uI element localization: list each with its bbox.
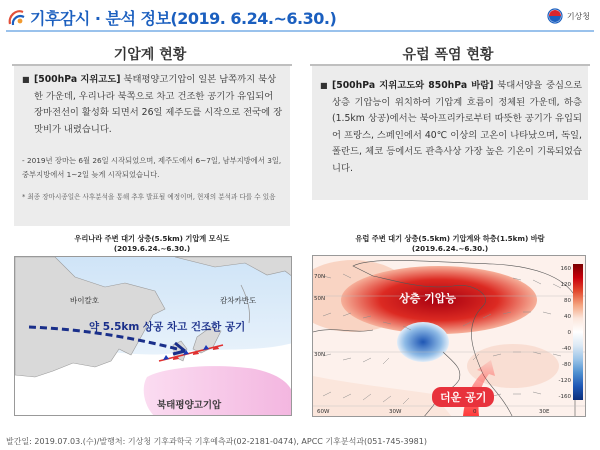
publication-footer: 발간일: 2019.07.03.(수)/발행처: 기상청 기후과학국 기후예측과(02-2181-0474), APCC 기후분석과(051-745-3981) xyxy=(6,437,427,446)
europe-heatwave-map xyxy=(312,255,586,417)
colorbar-label: -40 xyxy=(562,346,571,352)
left-lead-bold: [500hPa 지위고도] xyxy=(34,74,121,85)
korea-schematic-map xyxy=(14,256,292,416)
right-summary-box xyxy=(312,66,588,200)
colorbar xyxy=(573,264,583,400)
right-heading: 유럽 폭염 현황 xyxy=(402,47,494,63)
lat-label: 30N xyxy=(314,352,326,358)
lat-label: 50N xyxy=(314,296,326,302)
left-summary-box xyxy=(14,66,290,226)
trough-region xyxy=(397,322,449,362)
colorbar-label: 120 xyxy=(560,282,571,288)
left-lead-text: 북태평양고기압이 일본 남쪽까지 북상한 가운데, 우리나라 북쪽으로 차고 건조한 공기가 유입되어 장마전선이 활성화 되면서 26일 제주도를 시작으로 전국에 장맛비가 내렸습니다. xyxy=(34,74,283,135)
colorbar-label: 0 xyxy=(567,330,571,336)
left-lead-paragraph xyxy=(22,72,284,138)
right-caption-period: (2019.6.24.~6.30.) xyxy=(411,244,489,253)
page-title: 기후감시 · 분석 정보(2019. 6.24.~6.30.) xyxy=(30,9,337,28)
left-sub-paragraph: - 2019년 장마는 6월 26일 시작되었으며, 제주도에서 6~7일, 남부지방에서 3일, 중부지방에서 1~2일 늦게 시작되었습니다. xyxy=(22,156,282,179)
agency-name: 기상청 xyxy=(566,11,590,21)
agency-logo xyxy=(547,8,590,24)
colorbar-label: -80 xyxy=(562,362,571,368)
kamchatka-label: 캄차카반도 xyxy=(220,296,257,305)
left-caption-title: 우리나라 주변 대기 상층(5.5km) 기압계 모식도 xyxy=(74,234,230,243)
colorbar-label: -120 xyxy=(558,378,571,384)
right-caption-title: 유럽 주변 대기 상층(5.5km) 기압계와 하층(1.5km) 바람 xyxy=(355,234,545,243)
bullet-icon: ■ xyxy=(22,75,30,84)
colorbar-label: 40 xyxy=(564,314,571,320)
upper-ridge-label: 상층 기압능 xyxy=(399,292,456,305)
right-lead-paragraph xyxy=(320,78,582,177)
lon-label: 60W xyxy=(317,409,330,415)
kma-emblem-icon xyxy=(547,8,563,24)
weather-swirl-icon xyxy=(6,6,28,28)
lon-label: 0 xyxy=(473,409,477,415)
left-note: * 최종 장마시종일은 사후분석을 통해 추후 발표될 예정이며, 현재의 분석과 다를 수 있음 xyxy=(22,193,276,201)
colorbar-label: 160 xyxy=(560,266,571,272)
colorbar-label: 80 xyxy=(564,298,571,304)
cold-air-label: 약 5.5km 상공 차고 건조한 공기 xyxy=(89,321,246,333)
baikal-label: 바이칼호 xyxy=(70,296,99,305)
left-heading: 기압계 현황 xyxy=(113,47,187,63)
title-underline xyxy=(6,30,594,32)
left-map-caption xyxy=(14,234,290,254)
header xyxy=(0,0,600,34)
colorbar-label: -160 xyxy=(558,394,571,400)
schematic-map-graphic xyxy=(15,257,292,416)
right-map-caption xyxy=(312,234,588,254)
left-caption-period: (2019.6.24.~6.30.) xyxy=(113,244,191,253)
bullet-icon: ■ xyxy=(320,81,328,90)
lat-label: 70N xyxy=(314,274,326,280)
right-lead-text: 북대서양을 중심으로 상층 기압능이 위치하여 기압계 흐름이 정체된 가운데, 하층(1.5km 상공)에서는 북아프리카로부터 따뜻한 공기가 유입되어 프랑스, 스페인에서 40℃ 이상의 고온이 나타났으며, 독일, 폴란드, 체코 등에서도 관측사상 가장 높은 기온이 기록되었습니다. xyxy=(332,80,582,174)
warm-air-label: 더운 공기 xyxy=(432,387,494,407)
pacific-high-label: 북태평양고기압 xyxy=(157,400,222,411)
right-lead-bold: [500hPa 지위고도와 850hPa 바람] xyxy=(332,80,494,91)
lon-label: 30W xyxy=(389,409,402,415)
lon-label: 30E xyxy=(539,409,550,415)
